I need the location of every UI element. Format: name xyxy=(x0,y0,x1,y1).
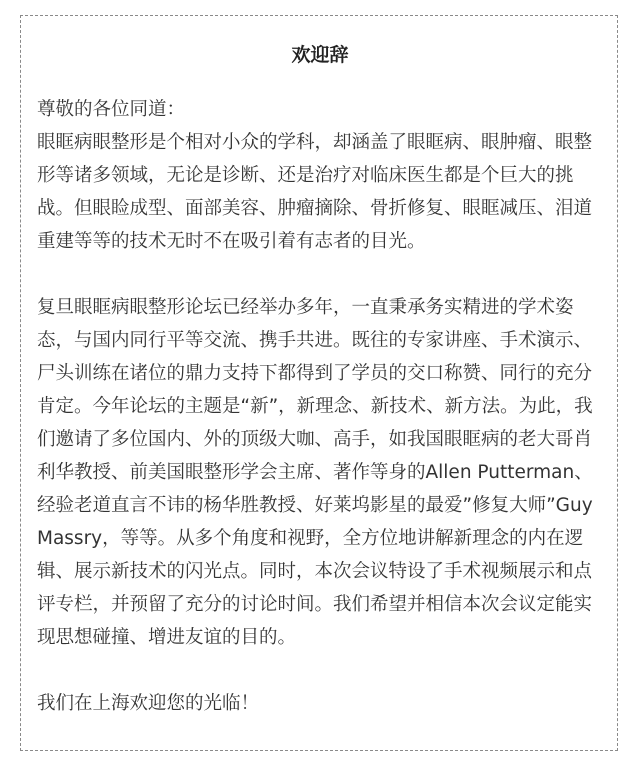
closing-line: 我们在上海欢迎您的光临！ xyxy=(37,693,260,714)
paragraph-spacer xyxy=(37,258,607,291)
welcome-letter-frame xyxy=(20,15,618,751)
paragraph-spacer xyxy=(37,654,607,687)
letter-title: 欢迎辞 xyxy=(291,44,349,66)
letter-body xyxy=(37,93,607,720)
paragraph-intro: 眼眶病眼整形是个相对小众的学科，却涵盖了眼眶病、眼肿瘤、眼整形等诸多领域，无论是诊断、还是治疗对临床医生都是个巨大的挑战。但眼睑成型、面部美容、肿瘤摘除、骨折修复、眼眶减压、泪道重建等等的技术无时不在吸引着有志者的目光。 xyxy=(37,132,593,252)
paragraph-forum: 复旦眼眶病眼整形论坛已经举办多年，一直秉承务实精进的学术姿态，与国内同行平等交流、携手共进。既往的专家讲座、手术演示、尸头训练在诸位的鼎力支持下都得到了学员的交口称赞、同行的充分肯定。今年论坛的主题是“新”，新理念、新技术、新方法。为此，我们邀请了多位国内、外的顶级大咖、高手，如我国眼眶病的老大哥肖利华教授、前美国眼整形学会主席、著作等身的Allen Putterman、经验老道直言不讳的杨华胜教授、好莱坞影星的最爱”修复大师”Guy Massry，等等。从多个角度和视野，全方位地讲解新理念的内在逻辑、展示新技术的闪光点。同时，本次会议特设了手术视频展示和点评专栏，并预留了充分的讨论时间。我们希望并相信本次会议定能实现思想碰撞、增进友谊的目的。 xyxy=(37,297,593,648)
salutation: 尊敬的各位同道： xyxy=(37,99,186,120)
